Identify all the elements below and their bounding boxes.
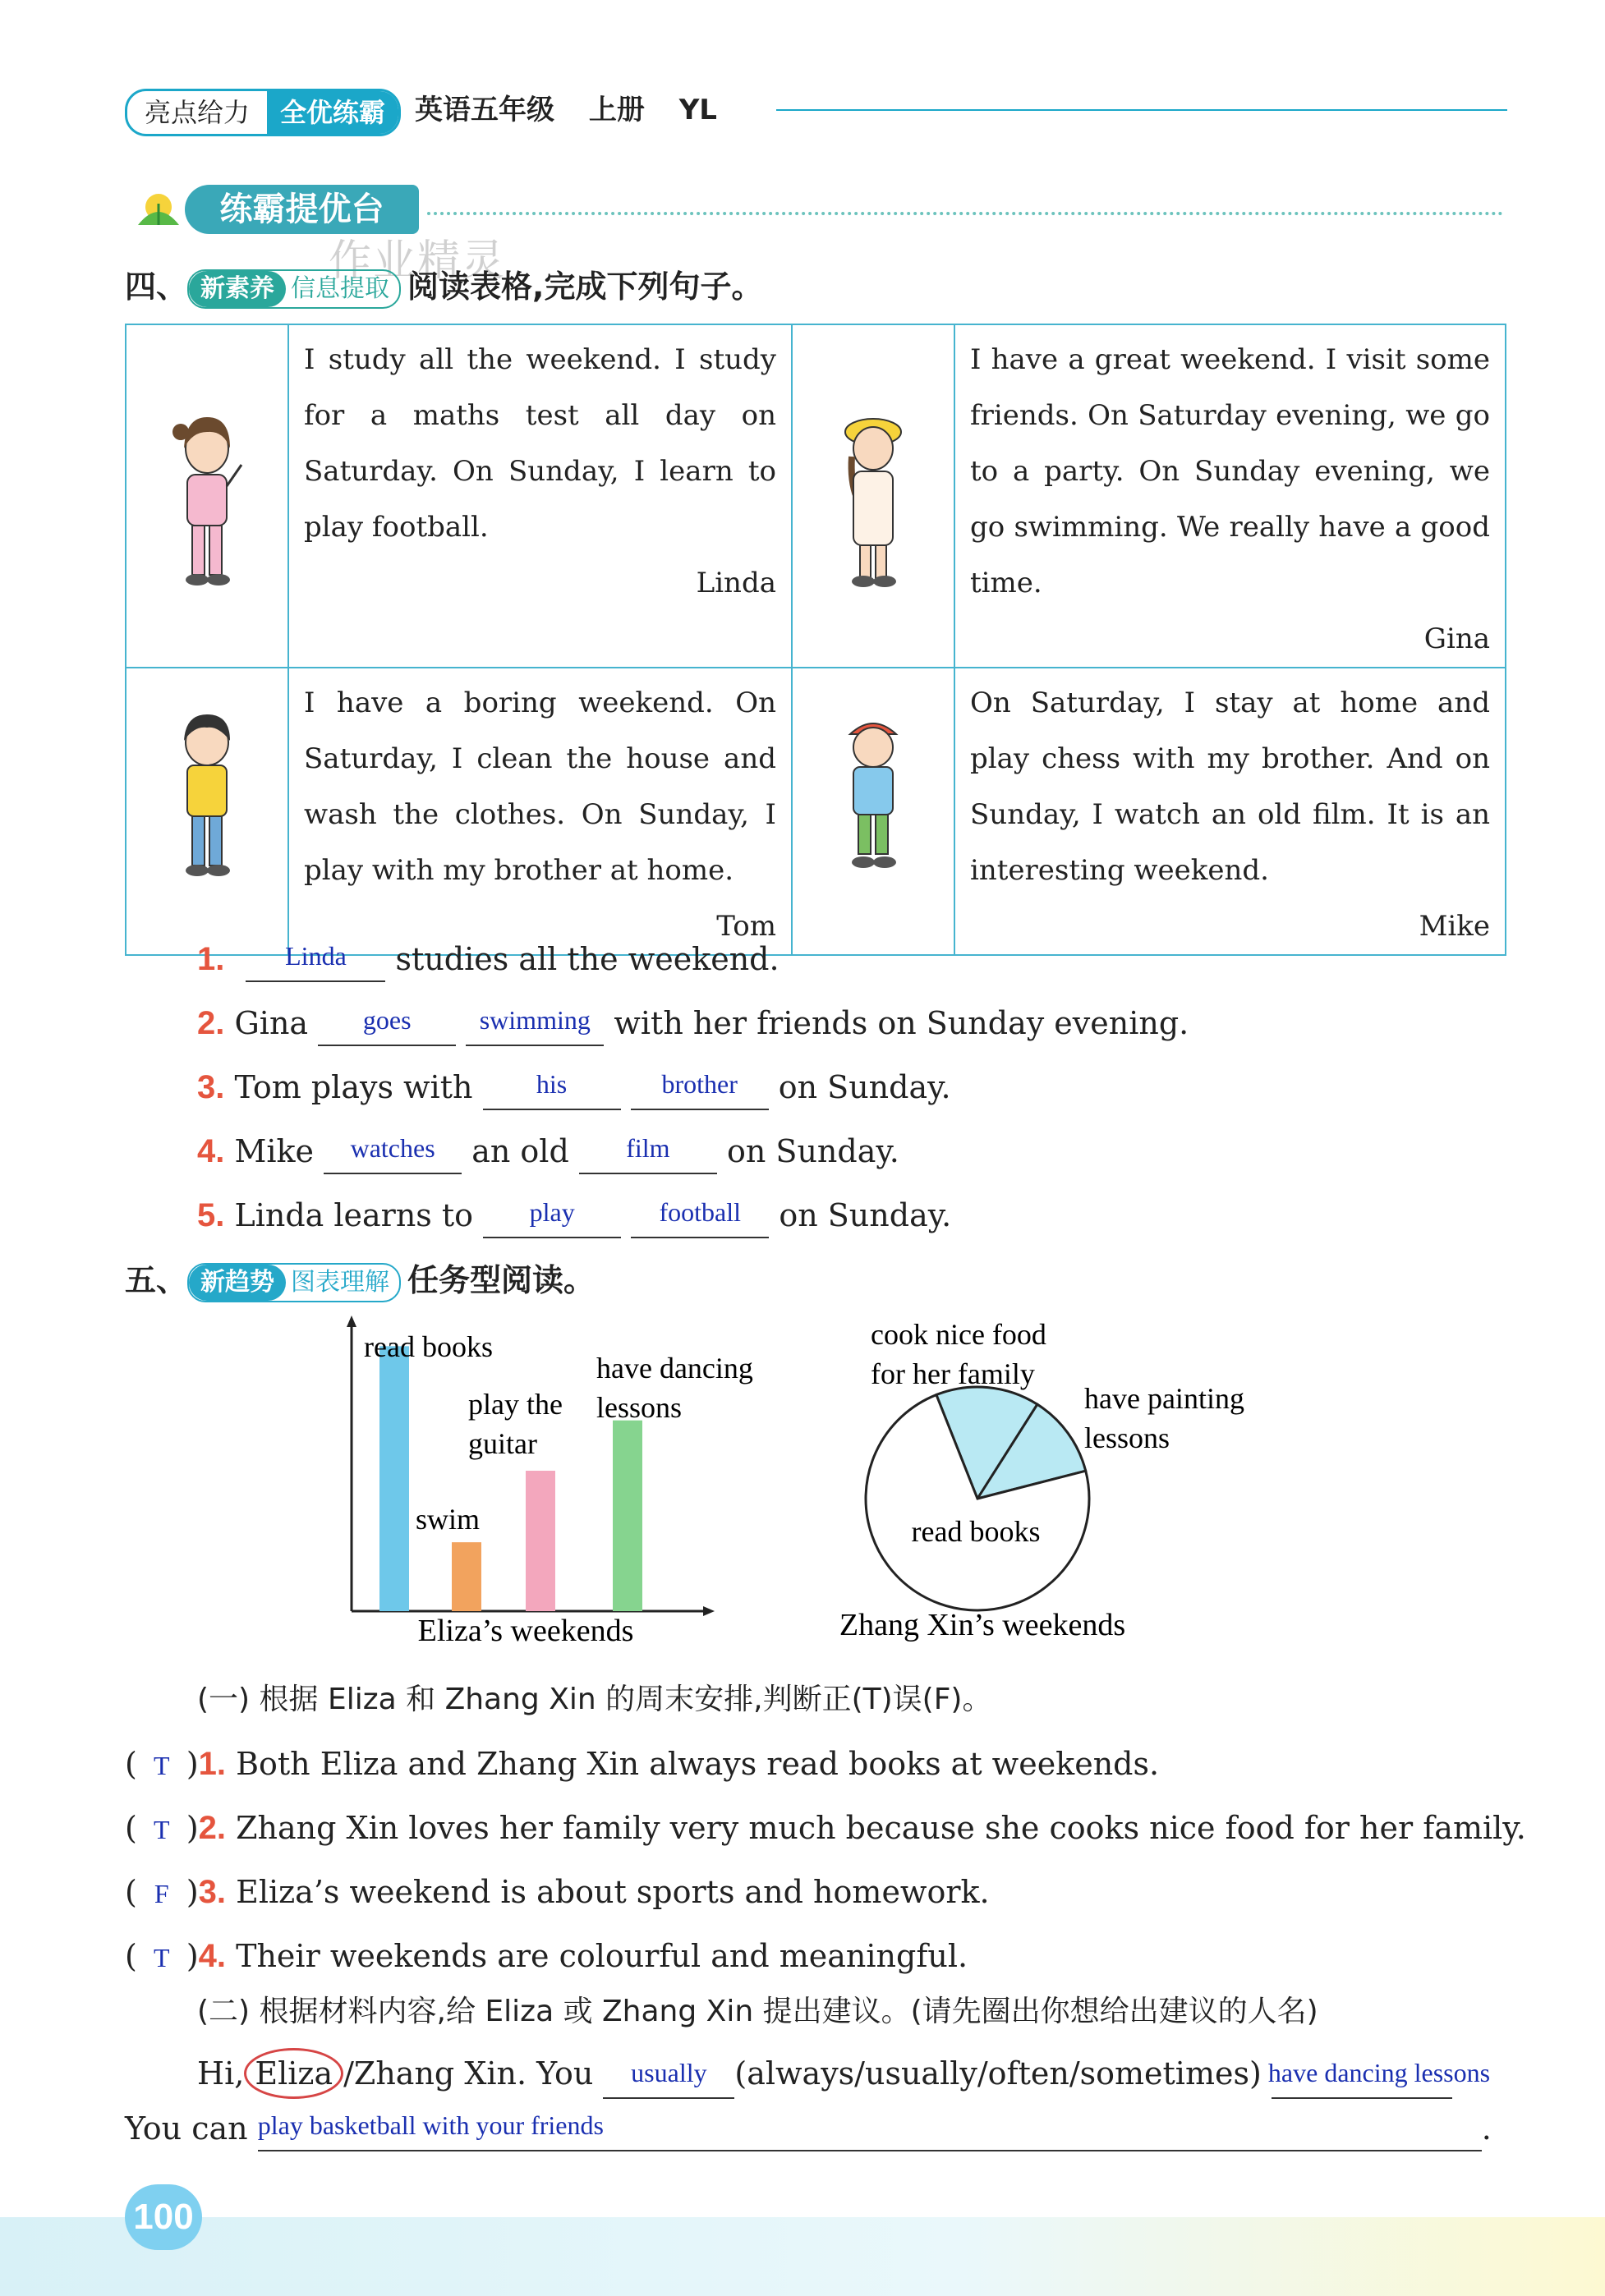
cell-name: Linda	[696, 567, 776, 599]
tf-number: 1.	[198, 1746, 227, 1782]
tf-text: Their weekends are colourful and meaningful.	[236, 1938, 968, 1974]
answer-text: his	[536, 1069, 568, 1099]
cell-mike	[954, 668, 1506, 955]
answer-blank[interactable]	[466, 1003, 604, 1046]
question-text: on Sunday.	[778, 1069, 951, 1105]
question-text: with her friends on Sunday evening.	[614, 1005, 1189, 1041]
cell-name: Tom	[716, 910, 776, 943]
answer-text: brother	[661, 1069, 738, 1099]
tf-answer[interactable]: T	[154, 1943, 170, 1972]
cell-name: Mike	[1419, 910, 1490, 943]
question-text: Linda learns to	[234, 1197, 474, 1233]
answer-blank[interactable]	[246, 939, 385, 982]
pie-label-cook-line1: cook nice food	[871, 1318, 1046, 1351]
question-text: an old	[471, 1133, 569, 1169]
watermark: 作业精灵	[329, 236, 507, 286]
brand-left: 亮点给力	[144, 97, 250, 128]
pie-label-cook-line2: for her family	[871, 1357, 1035, 1390]
question-3	[197, 1064, 951, 1110]
question-text: on Sunday.	[726, 1133, 899, 1169]
tf-answer[interactable]: T	[154, 1815, 170, 1844]
answer-text: usually	[631, 2058, 707, 2087]
sprout-icon	[130, 182, 187, 236]
part4-instruction: 阅读表格,完成下列句子。	[407, 269, 763, 305]
y-axis-arrow	[347, 1316, 356, 1327]
bar-have-dancing-lessons	[613, 1421, 642, 1611]
cell-text: On Saturday, I stay at home and play chess with my brother. And on Sunday, I watch an old film. It is an interesting weekend.	[970, 687, 1490, 887]
answer-blank[interactable]	[631, 1196, 769, 1238]
pie-chart-title: Zhang Xin’s weekends	[839, 1608, 1126, 1642]
part5-instruction: 任务型阅读。	[407, 1262, 596, 1298]
banner-dots	[427, 212, 1503, 215]
answer-blank[interactable]	[603, 2056, 734, 2099]
question-1	[197, 936, 780, 982]
cell-name: Gina	[1423, 622, 1490, 655]
suggest-you-can: You can	[125, 2110, 248, 2147]
answer-blank[interactable]	[1267, 2056, 1491, 2099]
tf-text: Eliza’s weekend is about sports and homework.	[236, 1874, 990, 1910]
answer-text: goes	[362, 1005, 412, 1035]
header-rule	[776, 109, 1507, 111]
part4-number: 四、	[125, 269, 188, 305]
tf-text: Both Eliza and Zhang Xin always read books at weekends.	[236, 1746, 1160, 1782]
pie-label-painting-line2: lessons	[1084, 1421, 1170, 1454]
question-text: Mike	[234, 1133, 315, 1169]
page-number: 100	[125, 2184, 202, 2250]
edition: YL	[678, 94, 717, 126]
tf-number: 3.	[198, 1874, 227, 1910]
bar-swim	[452, 1542, 481, 1611]
brand-right: 全优练霸	[267, 91, 398, 134]
bar-label-guitar-line2: guitar	[468, 1427, 537, 1460]
cell-text: I have a boring weekend. On Saturday, I clean the house and wash the clothes. On Sunday, I play with my brother at home.	[304, 687, 776, 887]
part4-heading	[125, 261, 762, 309]
volume: 上册	[588, 94, 645, 126]
answer-blank[interactable]	[579, 1132, 717, 1174]
question-4	[197, 1128, 899, 1174]
brand-pill	[125, 89, 401, 136]
tf-question-1: ( T )1. Both Eliza and Zhang Xin always read books at weekends.	[125, 1741, 1159, 1789]
bar-label-read-books: read books	[364, 1330, 493, 1363]
tf-question-3: ( F )3. Eliza’s weekend is about sports and homework.	[125, 1869, 990, 1917]
cell-text: I study all the weekend. I study for a maths test all day on Saturday. On Sunday, I learn to play football.	[304, 343, 776, 544]
tf-number: 4.	[198, 1938, 227, 1974]
answer-text: football	[659, 1197, 741, 1227]
tf-number: 2.	[198, 1810, 227, 1846]
question-text: Gina	[234, 1005, 309, 1041]
tf-text: Zhang Xin loves her family very much because she cooks nice food for her family.	[236, 1810, 1526, 1846]
answer-blank[interactable]	[258, 2109, 1482, 2151]
answer-blank[interactable]	[631, 1068, 769, 1110]
question-number: 2.	[197, 1005, 225, 1041]
part4-badge	[187, 269, 401, 309]
zhangxin-pie-chart	[813, 1310, 1306, 1655]
kid-mike-cell	[792, 668, 954, 955]
subtask-2-instruction: (二) 根据材料内容,给 Eliza 或 Zhang Xin 提出建议。(请先圈出你想给出建议的人名)	[197, 1995, 1318, 2028]
boy-mike-icon	[793, 668, 954, 928]
bar-label-dancing-line1: have dancing	[596, 1352, 753, 1384]
girl-gina-icon	[793, 325, 954, 652]
answer-text: watches	[350, 1133, 435, 1163]
pie-label-painting-line1: have painting	[1084, 1382, 1244, 1415]
bar-label-guitar-line1: play the	[468, 1388, 563, 1421]
tf-answer[interactable]: T	[154, 1751, 170, 1780]
kid-gina-cell	[792, 324, 954, 668]
suggestion-line-2	[125, 2105, 1492, 2151]
suggest-zhangxin: /Zhang Xin. You	[343, 2055, 594, 2092]
badge-new-literacy: 新素养	[189, 271, 286, 307]
eliza-bar-chart	[329, 1314, 821, 1651]
kid-linda-cell	[126, 324, 288, 668]
question-number: 5.	[197, 1197, 225, 1233]
bar-read-books	[379, 1346, 409, 1611]
boy-tom-icon	[126, 668, 287, 928]
answer-blank[interactable]	[318, 1003, 456, 1046]
tf-question-4: ( T )4. Their weekends are colourful and meaningful.	[125, 1933, 968, 1981]
subject: 英语五年级	[415, 94, 554, 126]
question-number: 3.	[197, 1069, 225, 1105]
question-text: studies all the weekend.	[395, 941, 780, 977]
question-number: 1.	[197, 941, 225, 977]
bar-label-dancing-line2: lessons	[596, 1391, 683, 1424]
book-title	[415, 89, 717, 131]
suggest-end: .	[1481, 2110, 1492, 2147]
answer-text: play basketball with your friends	[257, 2110, 604, 2140]
part5-badge	[187, 1263, 401, 1302]
bar-play-the-guitar	[526, 1471, 555, 1611]
answer-text: film	[626, 1133, 670, 1163]
suggestion-line-1	[197, 2048, 1491, 2099]
part5-heading	[125, 1255, 595, 1302]
badge-info-extract: 信息提取	[291, 273, 390, 303]
footer-band	[0, 2217, 1605, 2296]
suggest-hi: Hi,	[197, 2055, 245, 2092]
suggest-options: (always/usually/often/sometimes)	[734, 2055, 1262, 2092]
badge-chart-understanding: 图表理解	[291, 1267, 390, 1297]
badge-new-trend: 新趋势	[189, 1265, 286, 1301]
answer-blank[interactable]	[483, 1068, 621, 1110]
answer-text: Linda	[285, 941, 347, 971]
question-number: 4.	[197, 1133, 225, 1169]
part5-number: 五、	[125, 1262, 188, 1298]
suggest-eliza-circled[interactable]: Eliza	[244, 2048, 343, 2099]
question-5	[197, 1192, 951, 1238]
cell-tom	[288, 668, 792, 955]
bar-chart-title: Eliza’s weekends	[417, 1614, 634, 1648]
cell-linda	[288, 324, 792, 668]
girl-linda-icon	[126, 325, 287, 652]
answer-blank[interactable]	[324, 1132, 462, 1174]
cell-text: I have a great weekend. I visit some friends. On Saturday evening, we go to a party. On Sunday evening, we go swimming. We really have a good time.	[970, 343, 1490, 599]
subtask-1-instruction: (一) 根据 Eliza 和 Zhang Xin 的周末安排,判断正(T)误(F)。	[197, 1683, 992, 1716]
question-text: on Sunday.	[779, 1197, 952, 1233]
tf-question-2: ( T )2. Zhang Xin loves her family very much because she cooks nice food for her family.	[125, 1805, 1526, 1853]
answer-text: have dancing lessons	[1267, 2058, 1491, 2087]
section-banner: 练霸提优台	[185, 185, 419, 234]
answer-text: swimming	[479, 1005, 591, 1035]
bar-label-swim: swim	[416, 1503, 481, 1536]
kid-tom-cell	[126, 668, 288, 955]
tf-answer[interactable]: F	[154, 1879, 169, 1908]
x-axis-arrow	[703, 1606, 715, 1616]
answer-text: play	[529, 1197, 575, 1227]
cell-gina	[954, 324, 1506, 668]
weekend-table	[125, 324, 1506, 956]
question-2	[197, 1000, 1189, 1046]
answer-blank[interactable]	[483, 1196, 621, 1238]
pie-label-read-books: read books	[911, 1515, 1041, 1548]
question-text: Tom plays with	[234, 1069, 473, 1105]
